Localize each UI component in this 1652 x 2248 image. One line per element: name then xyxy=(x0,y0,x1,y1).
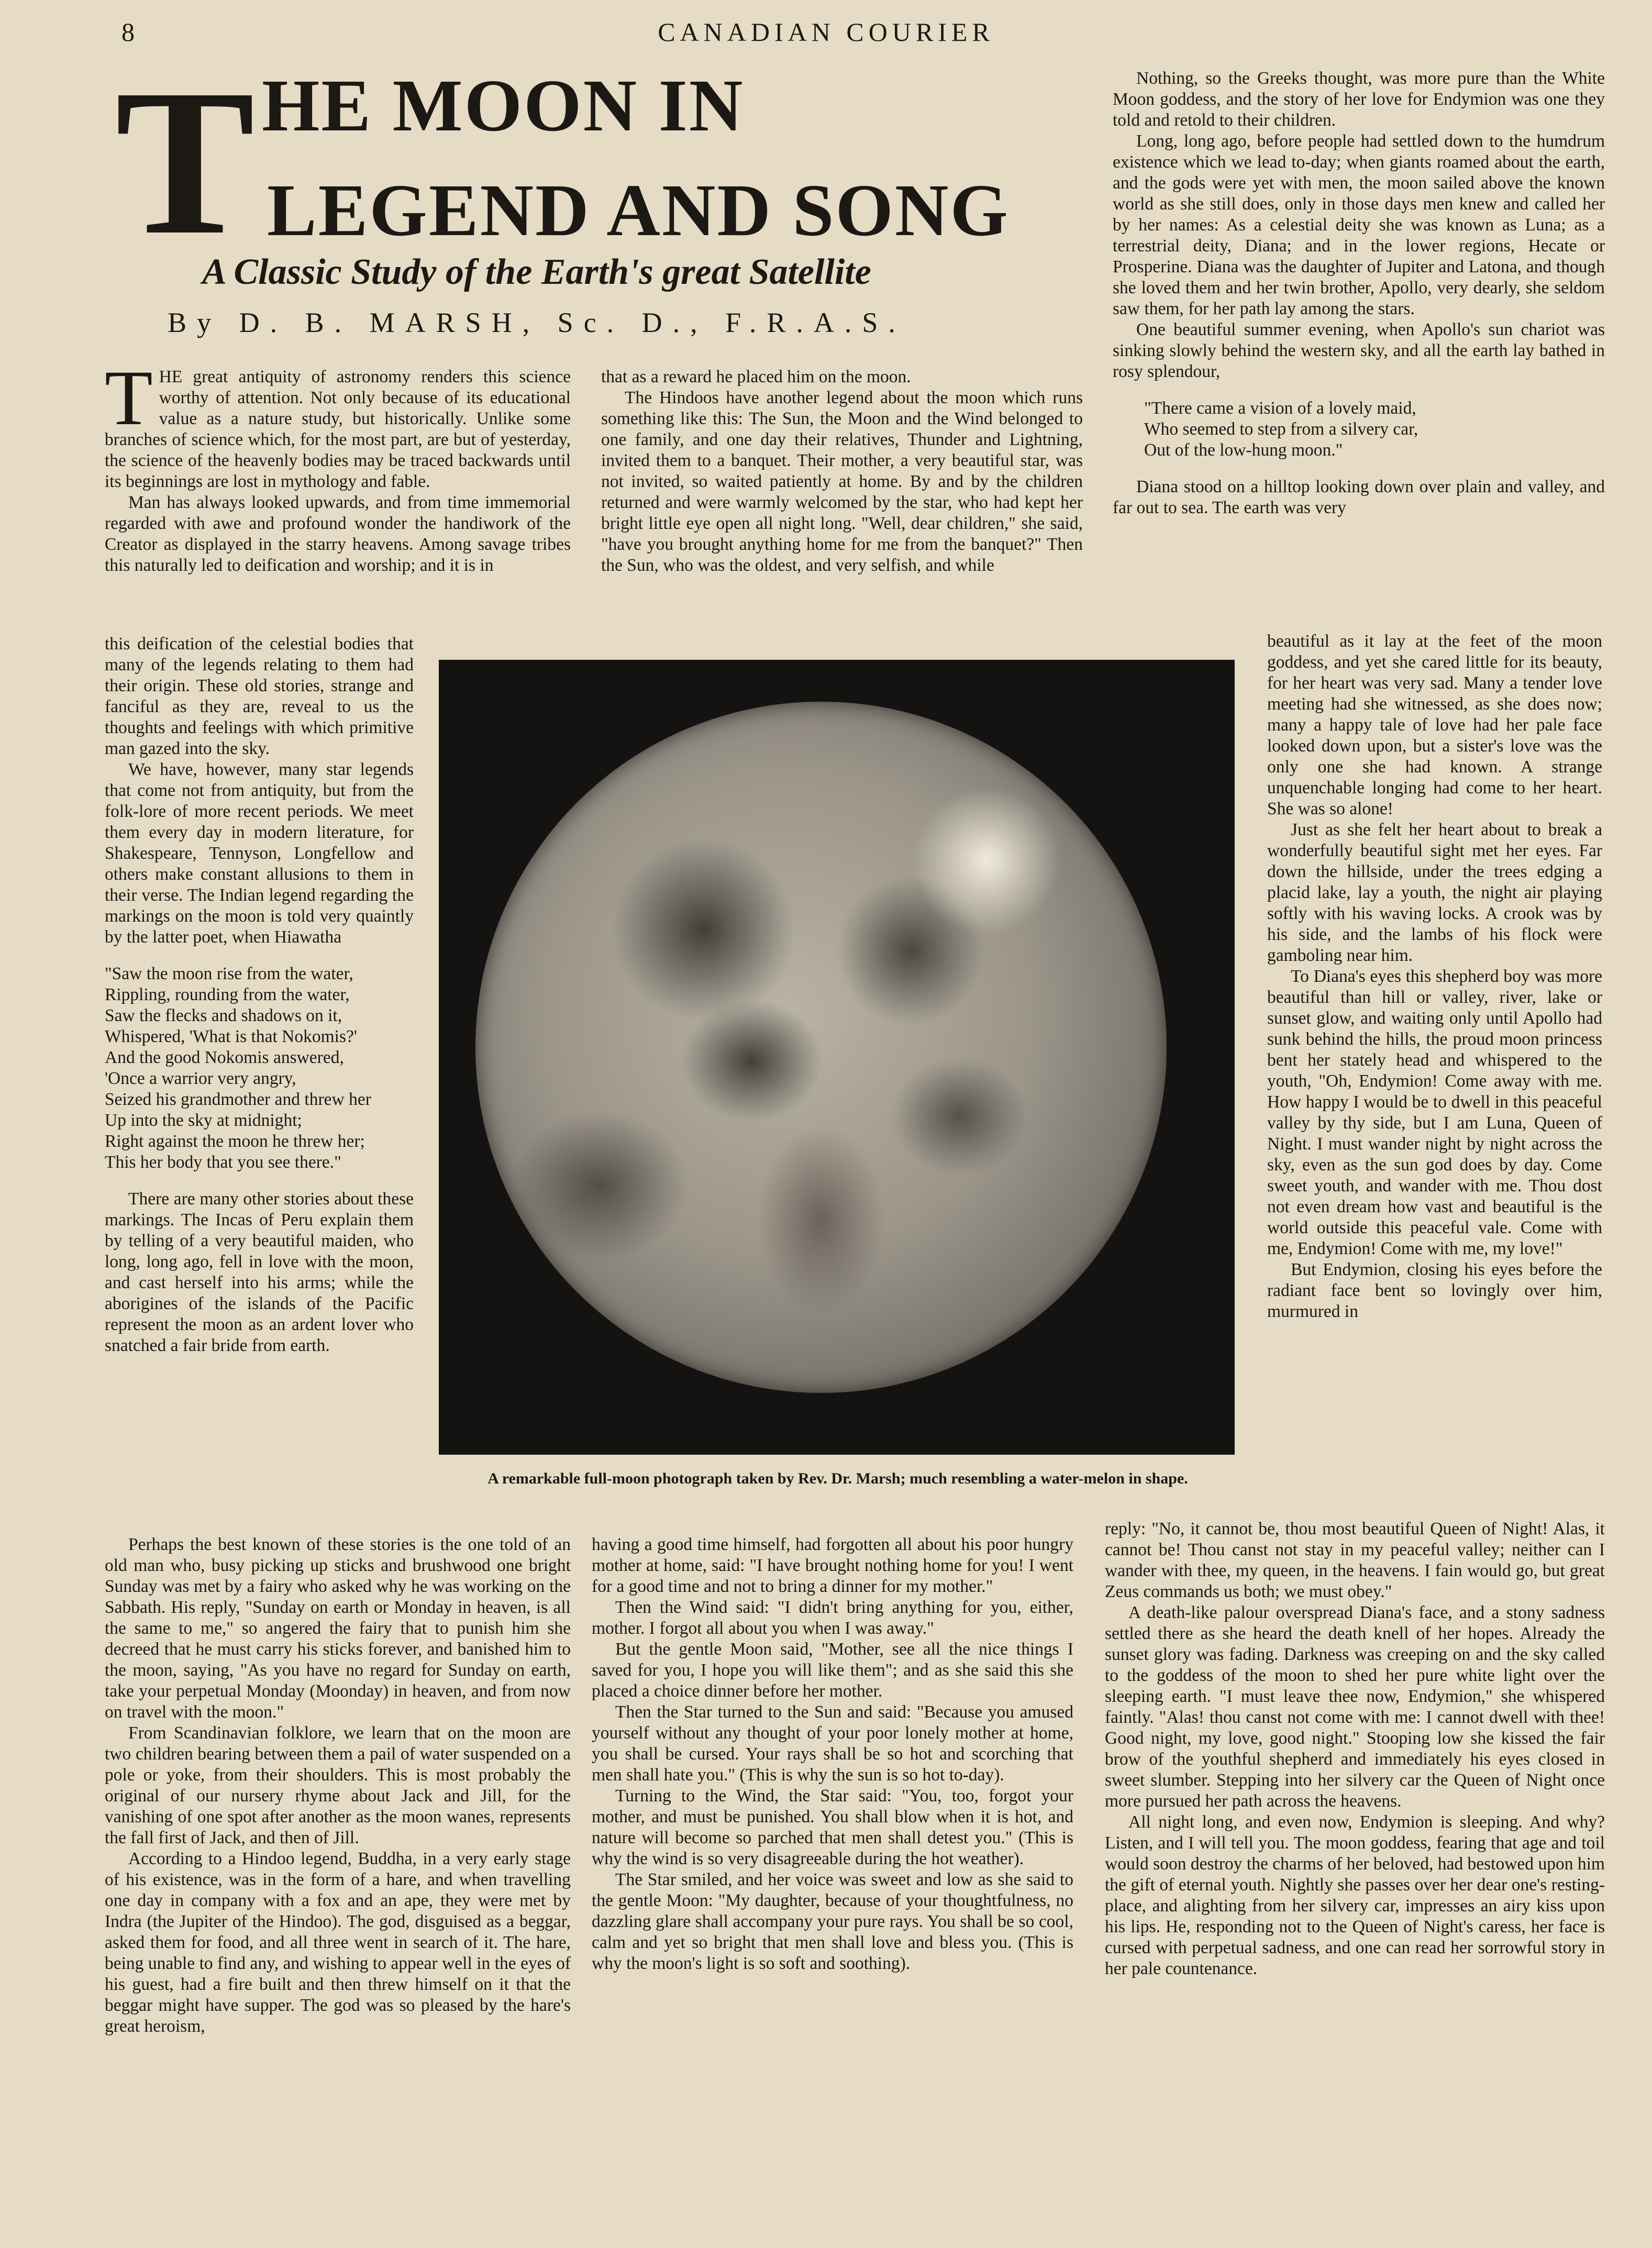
title-dropcap: T xyxy=(115,46,255,278)
poem-line: Saw the flecks and shadows on it, xyxy=(105,1006,342,1025)
paragraph: The Hindoos have another legend about the moon which runs something like this: The Sun, the Moon and the Wind belonged to one family, and one day their relatives, Thunder and Lightning, invited them to a banquet. Their mother, a very beautiful star, was not invited, so waited patiently at home. By and by the children returned and were warmly welcomed by the star, who had kept her bright little eye open all night long. "Well, dear children," she said, "have you brought anything home for me from the banquet?" Then the Sun, who was the oldest, and very selfish, and while xyxy=(601,388,1083,575)
poem-line: Seized his grandmother and threw her xyxy=(105,1090,371,1109)
photo-caption: A remarkable full-moon photograph taken by Rev. Dr. Marsh; much resembling a water-melon in shape. xyxy=(487,1470,1188,1487)
paragraph: beautiful as it lay at the feet of the moon goddess, and yet she cared little for its beauty, for her heart was very sad. Many a tender love meeting had she witnessed, as she does now; many a happy tale of love had her pale face looked down upon, but a sister's love was the only one she had known. A strange unquenchable longing had come to her heart. She was so alone! xyxy=(1267,632,1602,818)
poem-vision xyxy=(1113,398,1605,461)
column-1-middle xyxy=(105,634,414,1356)
poem-hiawatha xyxy=(105,964,414,1173)
poem-line: "Saw the moon rise from the water, xyxy=(105,964,353,983)
poem-line: Rippling, rounding from the water, xyxy=(105,985,350,1004)
paragraph: that as a reward he placed him on the moon. xyxy=(601,367,911,386)
poem-line: "There came a vision of a lovely maid, xyxy=(1144,398,1416,418)
paragraph: But Endymion, closing his eyes before the radiant face bent so lovingly over him, murmured in xyxy=(1267,1260,1602,1321)
article-subtitle: A Classic Study of the Earth's great Satellite xyxy=(202,252,871,292)
paragraph: Just as she felt her heart about to break a wonderfully beautiful sight met her eyes. Far down the hillside, under the trees edging a placid lake, lay a youth, the night air playing softly with his waving locks. A crook was by his side, and the lambs of his flock were gamboling near him. xyxy=(1267,820,1602,965)
column-1-top xyxy=(105,355,571,576)
paragraph: But the gentle Moon said, "Mother, see all the nice things I saved for you, I hope you will like them"; and as she said this she placed a choice dinner before her mother. xyxy=(592,1640,1073,1701)
paragraph: From Scandinavian folklore, we learn that on the moon are two children bearing between them a pail of water suspended on a pole or yoke, from their shoulders. This is most probably the original of our nursery rhyme about Jack and Jill, for the vanishing of one spot after another as the moon wanes, represents the fall first of Jack, and then of Jill. xyxy=(105,1723,571,1847)
paragraph: having a good time himself, had forgotten all about his poor hungry mother at home, said: "I have brought nothing home for you! I went for a good time and not to bring a dinner for my mother." xyxy=(592,1535,1073,1596)
paragraph: The Star smiled, and her voice was sweet and low as she said to the gentle Moon: "My daughter, because of your thoughtfulness, no dazzling glare shall accompany your pure rays. You shall be so cool, calm and yet so bright that men shall love and bless you. (This is why the moon's light is so soft and soothing). xyxy=(592,1870,1073,1973)
paragraph xyxy=(105,355,571,492)
paragraph-text: HE great antiquity of astronomy renders this science worthy of attention. Not only because of its educational value as a nature study, but historically. Unlike some branches of science which, for the most part, are but of yesterday, the science of the heavenly bodies may be traced backwards until its beginnings are lost in mythology and fable. xyxy=(105,367,571,491)
paragraph-dropcap: T xyxy=(105,355,153,441)
poem-line: Out of the low-hung moon." xyxy=(1144,440,1343,460)
title-line-1: HE MOON IN xyxy=(262,64,745,147)
poem-line: 'Once a warrior very angry, xyxy=(105,1069,296,1088)
paragraph: Nothing, so the Greeks thought, was more pure than the White Moon goddess, and the story of her love for Endymion was one they told and retold to their children. xyxy=(1113,69,1605,130)
paragraph: All night long, and even now, Endymion is sleeping. And why? Listen, and I will tell you. The moon goddess, fearing that age and toil would soon destroy the charms of her beloved, had bestowed upon him the gift of eternal youth. Nightly she passes over her dear one's resting-place, and alighting from her silvery car, impresses an airy kiss upon his lips. He, responding not to the Queen of Night's caress, her face is cursed with perpetual sadness, and one can read her sorrowful story in her pale countenance. xyxy=(1105,1812,1605,1978)
paragraph: According to a Hindoo legend, Buddha, in a very early stage of his existence, was in the form of a hare, and when travelling one day in company with a fox and an ape, they were met by Indra (the Jupiter of the Hindoo). The god, disguised as a beggar, asked them for food, and all three went in search of it. The hare, being unable to find any, and wishing to appear well in the eyes of his guest, had a fire built and then threw himself on it that the beggar might have supper. The god was so pleased by the hare's great heroism, xyxy=(105,1849,571,2036)
poem-line: This her body that you see there." xyxy=(105,1153,341,1172)
paragraph: Perhaps the best known of these stories is the one told of an old man who, busy picking up sticks and brushwood one bright Sunday was met by a fairy who asked why he was working on the Sabbath. His reply, "Sunday on earth or Monday in heaven, is all the same to me," so angered the fairy that to punish him she decreed that he must carry his sticks forever, and banished him to the moon, saying, "As you have no regard for Sunday on earth, take your perpetual Monday (Moonday) in heaven, and from now on travel with the moon." xyxy=(105,1535,571,1722)
poem-line: Whispered, 'What is that Nokomis?' xyxy=(105,1027,357,1046)
column-2-top xyxy=(601,367,1083,576)
column-3-middle xyxy=(1267,631,1602,1322)
paragraph: To Diana's eyes this shepherd boy was more beautiful than hill or valley, river, lake or sunset glow, and waiting only until Apollo had sunk behind the hills, the proud moon princess bent her stately head and whispered to the youth, "Oh, Endymion! Come away with me. How happy I would be to dwell in this peaceful valley by thy side, but I am Luna, Queen of Night. I must wander night by night across the sky, even as the sun god does by day. Come sweet youth, and wander with me. Thou dost not even dream how vast and beautiful is the world outside this peaceful vale. Come with me, Endymion! Come with me, my love!" xyxy=(1267,967,1602,1258)
paragraph: Man has always looked upwards, and from time immemorial regarded with awe and profound wonder the handiwork of the Creator as displayed in the starry heavens. Among savage tribes this naturally led to deification and worship; and it is in xyxy=(105,493,571,575)
column-3-bottom xyxy=(1105,1519,1605,1979)
paragraph: Then the Star turned to the Sun and said: "Because you amused yourself without any thought of your poor lonely mother at home, you shall be cursed. Your rays shall be so hot and scorching that men shall hate you." (This is why the sun is so hot to-day). xyxy=(592,1702,1073,1785)
column-2-bottom xyxy=(592,1534,1073,1974)
full-moon-image xyxy=(475,702,1167,1393)
paragraph: Diana stood on a hilltop looking down over plain and valley, and far out to sea. The earth was very xyxy=(1113,477,1605,517)
title-line-2: LEGEND AND SONG xyxy=(267,169,1010,251)
paragraph: Then the Wind said: "I didn't bring anything for you, either, mother. I forgot all about you when I was away." xyxy=(592,1598,1073,1638)
paragraph: A death-like palour overspread Diana's face, and a stony sadness settled there as she heard the death knell of her hopes. Already the sunset glory was fading. Darkness was creeping on and the sky called to the goddess of the moon to shed her pure white light over the sleeping earth. "I must leave thee now, Endymion," she whispered faintly. "Alas! thou canst not come with me: I cannot dwell with thee! Good night, my love, good night." Stooping low she kissed the fair brow of the youthful shepherd and immediately his eyes closed in sweet slumber. Stepping into her silvery car the Queen of Night once more pursued her path across the heavens. xyxy=(1105,1603,1605,1811)
paragraph: this deification of the celestial bodies that many of the legends relating to them had their origin. These old stories, strange and fanciful as they are, reveal to us the thoughts and feelings with which primitive man gazed into the sky. xyxy=(105,634,414,758)
paragraph: Turning to the Wind, the Star said: "You, too, forgot your mother, and must be punished. You shall blow when it is hot, and nature will become so parched that men shall detest you." (This is why the wind is so very disagreeable during the hot weather). xyxy=(592,1786,1073,1868)
page-number: 8 xyxy=(121,17,135,47)
paragraph: There are many other stories about these markings. The Incas of Peru explain them by telling of a very beautiful maiden, who long, long ago, fell in love with the moon, and cast herself into his arms; while the aborigines of the islands of the Pacific represent the moon as an ardent lover who snatched a fair bride from earth. xyxy=(105,1189,414,1355)
paragraph: One beautiful summer evening, when Apollo's sun chariot was sinking slowly behind the western sky, and all the earth lay bathed in rosy splendour, xyxy=(1113,320,1605,381)
poem-line: And the good Nokomis answered, xyxy=(105,1048,344,1067)
column-3-top xyxy=(1113,68,1605,518)
poem-line: Up into the sky at midnight; xyxy=(105,1111,302,1130)
paragraph: We have, however, many star legends that come not from antiquity, but from the folk-lore of more recent periods. We meet them every day in modern literature, for Shakespeare, Tennyson, Longfellow and others make constant allusions to them in their verse. The Indian legend regarding the markings on the moon is told very quaintly by the latter poet, when Hiawatha xyxy=(105,760,414,947)
running-head: CANADIAN COURIER xyxy=(658,17,994,47)
article-byline: By D. B. MARSH, Sc. D., F.R.A.S. xyxy=(168,307,906,338)
paragraph: Long, long ago, before people had settled down to the humdrum existence which we lead to-day; when giants roamed about the earth, and the gods were yet with men, the moon sailed above the known world as she still does, only in those days men knew and called her by her names: As a celestial deity she was known as Luna; as a terrestrial deity, Diana; and in the lower regions, Hecate or Prosperine. Diana was the daughter of Jupiter and Latona, and though she loved them and her twin brother, Apollo, very dearly, she seldom saw them, for her path lay among the stars. xyxy=(1113,131,1605,318)
poem-line: Who seemed to step from a silvery car, xyxy=(1144,419,1418,439)
column-1-bottom xyxy=(105,1534,571,2037)
poem-line: Right against the moon he threw her; xyxy=(105,1132,365,1151)
paragraph: reply: "No, it cannot be, thou most beautiful Queen of Night! Alas, it cannot be! Thou canst not stay in my peaceful valley; neither can I wander with thee, my queen, in the heavens. I fain would go, but great Zeus commands us both; we must obey." xyxy=(1105,1519,1605,1601)
